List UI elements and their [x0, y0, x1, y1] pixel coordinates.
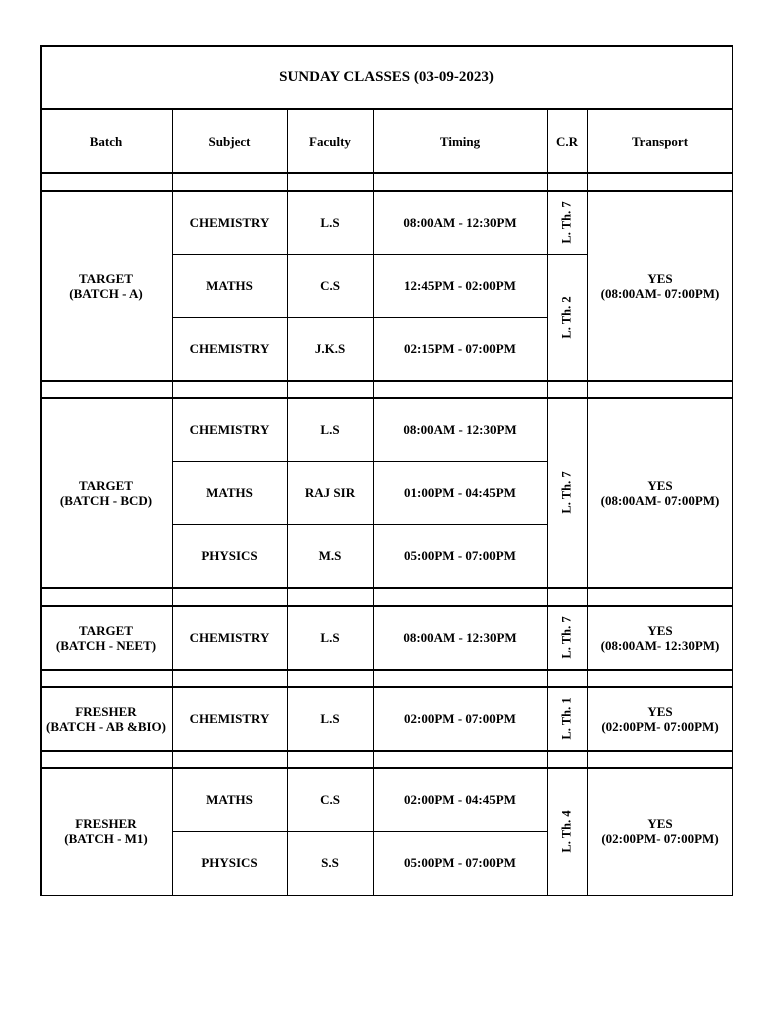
- timing-cell-text: 05:00PM - 07:00PM: [404, 548, 516, 563]
- subject-cell-text: MATHS: [206, 485, 253, 500]
- faculty-cell-text: C.S: [320, 792, 340, 807]
- classroom-cell-text: L. Th. 7: [559, 201, 574, 244]
- timing-cell: [373, 191, 547, 254]
- schedule-table: [40, 45, 733, 896]
- transport-cell: [587, 606, 733, 669]
- timing-cell-text: 02:00PM - 07:00PM: [404, 711, 516, 726]
- subject-cell: [172, 687, 287, 750]
- page-title: [40, 45, 733, 109]
- row-divider: [172, 254, 547, 255]
- transport-cell-text: YES (08:00AM- 12:30PM): [600, 622, 720, 653]
- timing-cell-text: 08:00AM - 12:30PM: [403, 422, 517, 437]
- transport-cell: [587, 398, 733, 587]
- faculty-cell: [287, 317, 373, 380]
- classroom-cell: [547, 687, 587, 750]
- faculty-cell: [287, 606, 373, 669]
- subject-cell: [172, 768, 287, 831]
- transport-cell: [587, 687, 733, 750]
- subject-cell-text: MATHS: [206, 792, 253, 807]
- timing-cell: [373, 831, 547, 894]
- faculty-cell-text: L.S: [320, 711, 340, 726]
- faculty-cell-text: L.S: [320, 630, 340, 645]
- header-faculty-text: Faculty: [309, 133, 351, 149]
- group-divider: [40, 380, 733, 382]
- transport-cell: [587, 191, 733, 380]
- subject-cell-text: PHYSICS: [201, 855, 258, 870]
- timing-cell-text: 08:00AM - 12:30PM: [403, 215, 517, 230]
- timing-cell: [373, 254, 547, 317]
- timing-cell-text: 12:45PM - 02:00PM: [404, 278, 516, 293]
- subject-cell: [172, 191, 287, 254]
- faculty-cell-text: M.S: [318, 548, 342, 563]
- faculty-cell: [287, 398, 373, 461]
- subject-cell-text: MATHS: [206, 278, 253, 293]
- timing-cell: [373, 461, 547, 524]
- batch-cell: [40, 398, 172, 587]
- page-title-text: SUNDAY CLASSES (03-09-2023): [279, 68, 494, 85]
- faculty-cell-text: S.S: [321, 855, 339, 870]
- faculty-cell: [287, 768, 373, 831]
- subject-cell-text: CHEMISTRY: [189, 215, 270, 230]
- subject-cell: [172, 831, 287, 894]
- timing-cell: [373, 687, 547, 750]
- batch-cell: [40, 606, 172, 669]
- timing-cell-text: 02:15PM - 07:00PM: [404, 341, 516, 356]
- group-divider: [40, 587, 733, 589]
- classroom-cell-text: L. Th. 7: [559, 471, 574, 514]
- transport-cell-text: YES (02:00PM- 07:00PM): [601, 703, 719, 734]
- classroom-cell-text: L. Th. 2: [559, 295, 574, 339]
- row-divider: [547, 254, 587, 255]
- timing-cell-text: 05:00PM - 07:00PM: [404, 855, 516, 870]
- row-divider: [172, 317, 547, 318]
- header-cr-text: C.R: [555, 133, 579, 149]
- timing-cell: [373, 768, 547, 831]
- faculty-cell-text: L.S: [320, 422, 340, 437]
- header-faculty: [287, 109, 373, 173]
- faculty-cell-text: L.S: [320, 215, 340, 230]
- timing-cell: [373, 317, 547, 380]
- row-divider: [172, 831, 547, 832]
- header-divider: [40, 172, 733, 174]
- row-divider: [172, 461, 547, 462]
- batch-cell-text: FRESHER (BATCH - M1): [64, 816, 148, 846]
- batch-cell-text: TARGET (BATCH - NEET): [55, 622, 157, 653]
- transport-cell: [587, 768, 733, 894]
- batch-cell-text: FRESHER (BATCH - AB &BIO): [45, 703, 166, 734]
- header-timing: [373, 109, 547, 173]
- faculty-cell: [287, 191, 373, 254]
- group-divider: [40, 750, 733, 752]
- header-batch: [40, 109, 172, 173]
- faculty-cell-text: J.K.S: [314, 341, 346, 356]
- classroom-cell-text: L. Th. 1: [559, 697, 574, 740]
- transport-cell-text: YES (08:00AM- 07:00PM): [600, 477, 720, 508]
- header-subject: [172, 109, 287, 173]
- classroom-cell: [547, 768, 587, 894]
- header-transport: [587, 109, 733, 173]
- table-border-bottom: [40, 895, 733, 897]
- faculty-cell: [287, 831, 373, 894]
- transport-cell-text: YES (02:00PM- 07:00PM): [601, 816, 719, 846]
- batch-cell: [40, 768, 172, 894]
- classroom-cell: [547, 191, 587, 254]
- row-divider: [172, 524, 547, 525]
- batch-cell-text: TARGET (BATCH - A): [69, 270, 143, 301]
- faculty-cell-text: C.S: [320, 278, 340, 293]
- subject-cell-text: PHYSICS: [201, 548, 258, 563]
- subject-cell: [172, 398, 287, 461]
- classroom-cell-text: L. Th. 7: [559, 616, 574, 659]
- batch-cell-text: TARGET (BATCH - BCD): [59, 477, 153, 508]
- header-subject-text: Subject: [208, 133, 251, 149]
- classroom-cell: [547, 398, 587, 587]
- batch-cell: [40, 687, 172, 750]
- faculty-cell: [287, 254, 373, 317]
- subject-cell-text: CHEMISTRY: [189, 711, 270, 726]
- subject-cell: [172, 317, 287, 380]
- timing-cell: [373, 398, 547, 461]
- timing-cell: [373, 606, 547, 669]
- header-timing-text: Timing: [439, 133, 481, 149]
- subject-cell-text: CHEMISTRY: [189, 422, 270, 437]
- faculty-cell: [287, 461, 373, 524]
- classroom-cell: [547, 606, 587, 669]
- subject-cell: [172, 461, 287, 524]
- timing-cell-text: 02:00PM - 04:45PM: [404, 792, 516, 807]
- subject-cell: [172, 524, 287, 587]
- group-divider: [40, 669, 733, 671]
- faculty-cell: [287, 687, 373, 750]
- classroom-cell-text: L. Th. 4: [559, 809, 574, 853]
- timing-cell: [373, 524, 547, 587]
- timing-cell-text: 01:00PM - 04:45PM: [404, 485, 516, 500]
- faculty-cell: [287, 524, 373, 587]
- batch-cell: [40, 191, 172, 380]
- header-cr: [547, 109, 587, 173]
- subject-cell: [172, 606, 287, 669]
- subject-cell-text: CHEMISTRY: [189, 630, 270, 645]
- subject-cell-text: CHEMISTRY: [189, 341, 270, 356]
- subject-cell: [172, 254, 287, 317]
- transport-cell-text: YES (08:00AM- 07:00PM): [600, 270, 720, 301]
- classroom-cell: [547, 254, 587, 380]
- header-batch-text: Batch: [89, 133, 123, 149]
- faculty-cell-text: RAJ SIR: [304, 485, 356, 500]
- header-transport-text: Transport: [631, 133, 689, 149]
- timing-cell-text: 08:00AM - 12:30PM: [403, 630, 517, 645]
